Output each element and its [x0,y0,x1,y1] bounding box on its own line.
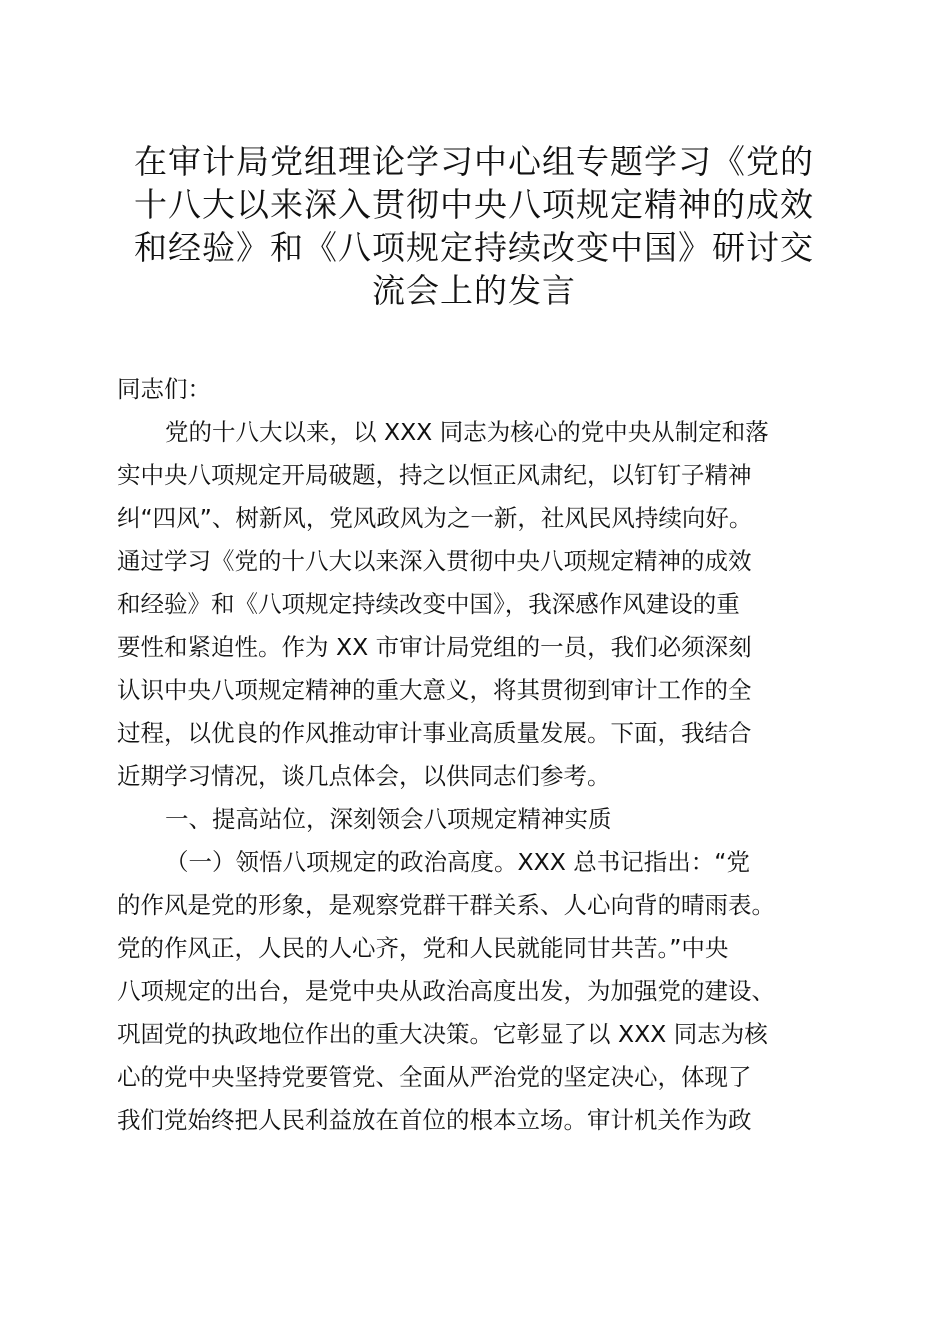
paragraph-line: 纠“四风”、树新风，党风政风为之一新，社风民风持续向好。 [117,504,753,532]
paragraph-line: 通过学习《党的十八大以来深入贯彻中央八项规定精神的成效 [117,547,752,575]
document-title [110,140,838,312]
paragraph-line: 认识中央八项规定精神的重大意义，将其贯彻到审计工作的全 [117,676,752,704]
paragraph-line: 八项规定的出台，是党中央从政治高度出发，为加强党的建设、 [117,977,775,1005]
paragraph-line: 党的作风正，人民的人心齐，党和人民就能同甘共苦。”中央 [117,934,729,962]
paragraph-line: 和经验》和《八项规定持续改变中国》，我深感作风建设的重 [117,590,740,618]
paragraph-line: 心的党中央坚持党要管党、全面从严治党的坚定决心，体现了 [117,1063,752,1091]
paragraph-line: 巩固党的执政地位作出的重大决策。它彰显了以 XXX 同志为核 [117,1020,768,1048]
paragraph-line: 实中央八项规定开局破题，持之以恒正风肃纪，以钉钉子精神 [117,461,752,489]
paragraph-line: 近期学习情况，谈几点体会，以供同志们参考。 [117,762,611,790]
paragraph-line: 要性和紧迫性。作为 XX 市审计局党组的一员，我们必须深刻 [117,633,752,661]
title-line: 十八大以来深入贯彻中央八项规定精神的成效 [134,185,814,224]
paragraph-line: 的作风是党的形象，是观察党群干群关系、人心向背的晴雨表。 [117,891,775,919]
section-heading: 一、提高站位，深刻领会八项规定精神实质 [165,805,612,833]
paragraph-line: 过程，以优良的作风推动审计事业高质量发展。下面，我结合 [117,719,752,747]
paragraph-line: （一）领悟八项规定的政治高度。XXX 总书记指出：“党 [165,848,750,876]
title-line: 在审计局党组理论学习中心组专题学习《党的 [134,142,814,181]
title-line: 和经验》和《八项规定持续改变中国》研讨交 [134,228,814,267]
title-line: 流会上的发言 [372,271,576,310]
paragraph-line: 党的十八大以来，以 XXX 同志为核心的党中央从制定和落 [165,418,769,446]
salutation: 同志们： [117,375,211,403]
document-body [117,368,837,1142]
paragraph-line: 我们党始终把人民利益放在首位的根本立场。审计机关作为政 [117,1106,752,1134]
